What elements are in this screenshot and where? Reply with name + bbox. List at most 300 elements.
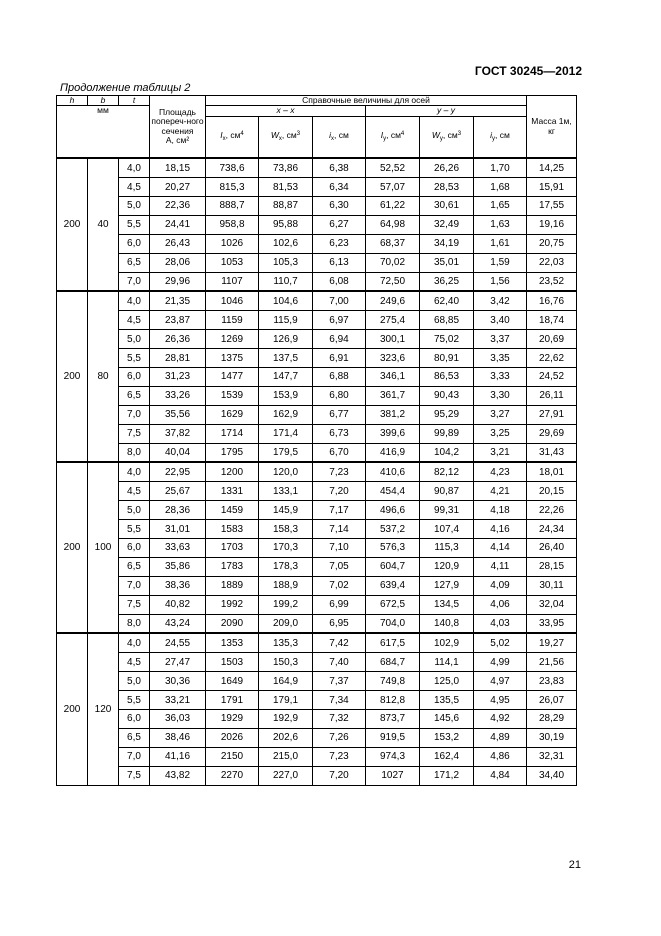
cell-wy: 62,40 xyxy=(420,291,474,310)
cell-radius-x: 7,32 xyxy=(313,710,366,729)
cell-radius-y: 3,21 xyxy=(474,443,527,462)
table-row xyxy=(57,158,577,177)
table-row xyxy=(57,272,577,291)
cell-radius-y: 4,95 xyxy=(474,691,527,710)
cell-radius-y: 3,35 xyxy=(474,349,527,368)
cell-wx: 192,9 xyxy=(259,710,313,729)
cell-wx: 199,2 xyxy=(259,595,313,614)
cell-radius-x: 7,00 xyxy=(313,291,366,310)
cell-iy: 64,98 xyxy=(366,215,420,234)
cell-t: 6,0 xyxy=(119,367,150,386)
cell-radius-y: 3,30 xyxy=(474,386,527,405)
table-row xyxy=(57,501,577,520)
cell-wy: 135,5 xyxy=(420,691,474,710)
col-mm: мм xyxy=(57,106,150,158)
cell-area: 23,87 xyxy=(150,311,206,330)
cell-wy: 140,8 xyxy=(420,614,474,633)
cell-mass: 28,29 xyxy=(527,710,577,729)
cell-ix: 1159 xyxy=(206,311,259,330)
col-wx: $W_x$, $см^3$ xyxy=(259,116,313,158)
cell-t: 5,0 xyxy=(119,196,150,215)
cell-area: 26,43 xyxy=(150,234,206,253)
cell-t: 4,0 xyxy=(119,462,150,481)
cell-ix: 1026 xyxy=(206,234,259,253)
cell-radius-y: 4,99 xyxy=(474,653,527,672)
axis-y-header: y – y xyxy=(366,106,527,116)
cell-mass: 24,34 xyxy=(527,520,577,539)
cell-radius-x: 7,26 xyxy=(313,728,366,747)
cell-radius-x: 6,88 xyxy=(313,367,366,386)
col-b: b xyxy=(88,96,119,106)
table-body xyxy=(57,158,577,785)
cell-ix: 1992 xyxy=(206,595,259,614)
cell-radius-y: 5,02 xyxy=(474,633,527,652)
cell-wy: 115,3 xyxy=(420,539,474,558)
cell-area: 35,86 xyxy=(150,557,206,576)
cell-radius-y: 4,92 xyxy=(474,710,527,729)
cell-wy: 125,0 xyxy=(420,672,474,691)
cell-mass: 21,56 xyxy=(527,653,577,672)
cell-wy: 145,6 xyxy=(420,710,474,729)
cell-wy: 82,12 xyxy=(420,462,474,481)
cell-wx: 215,0 xyxy=(259,747,313,766)
table-row xyxy=(57,576,577,595)
cell-area: 33,21 xyxy=(150,691,206,710)
cell-ix: 1053 xyxy=(206,253,259,272)
cell-mass: 22,26 xyxy=(527,501,577,520)
cell-ix: 2090 xyxy=(206,614,259,633)
col-iy: $I_y$, $см^4$ xyxy=(366,116,420,158)
cell-ix: 1269 xyxy=(206,330,259,349)
cell-wy: 68,85 xyxy=(420,311,474,330)
axis-x-header: x – x xyxy=(206,106,366,116)
cell-iy: 52,52 xyxy=(366,158,420,177)
cell-wy: 153,2 xyxy=(420,728,474,747)
cell-area: 28,06 xyxy=(150,253,206,272)
cell-wy: 75,02 xyxy=(420,330,474,349)
cell-mass: 18,74 xyxy=(527,311,577,330)
cell-wx: 115,9 xyxy=(259,311,313,330)
col-t: t xyxy=(119,96,150,106)
cell-t: 7,0 xyxy=(119,405,150,424)
cell-area: 22,95 xyxy=(150,462,206,481)
cell-ix: 1649 xyxy=(206,672,259,691)
cell-iy: 684,7 xyxy=(366,653,420,672)
cell-b: 100 xyxy=(88,462,119,633)
cell-area: 40,82 xyxy=(150,595,206,614)
cell-wx: 81,53 xyxy=(259,178,313,197)
cell-mass: 19,16 xyxy=(527,215,577,234)
cell-t: 5,5 xyxy=(119,349,150,368)
cell-ix: 815,3 xyxy=(206,178,259,197)
cell-mass: 32,31 xyxy=(527,747,577,766)
cell-radius-y: 1,59 xyxy=(474,253,527,272)
cell-ix: 738,6 xyxy=(206,158,259,177)
cell-area: 31,01 xyxy=(150,520,206,539)
cell-mass: 32,04 xyxy=(527,595,577,614)
table-row xyxy=(57,196,577,215)
cell-ix: 1795 xyxy=(206,443,259,462)
cell-t: 4,5 xyxy=(119,653,150,672)
cell-iy: 72,50 xyxy=(366,272,420,291)
cell-wx: 179,1 xyxy=(259,691,313,710)
cell-wx: 202,6 xyxy=(259,728,313,747)
cell-area: 24,41 xyxy=(150,215,206,234)
cell-radius-x: 6,95 xyxy=(313,614,366,633)
table-row xyxy=(57,633,577,652)
cell-wx: 88,87 xyxy=(259,196,313,215)
cell-wx: 137,5 xyxy=(259,349,313,368)
cell-b: 120 xyxy=(88,633,119,785)
cell-wy: 36,25 xyxy=(420,272,474,291)
cell-radius-x: 6,27 xyxy=(313,215,366,234)
cell-ix: 1703 xyxy=(206,539,259,558)
cell-t: 6,5 xyxy=(119,253,150,272)
cell-radius-y: 3,40 xyxy=(474,311,527,330)
cell-wy: 114,1 xyxy=(420,653,474,672)
cell-wx: 120,0 xyxy=(259,462,313,481)
cell-ix: 1791 xyxy=(206,691,259,710)
cell-radius-y: 1,70 xyxy=(474,158,527,177)
table-row xyxy=(57,253,577,272)
cell-t: 6,5 xyxy=(119,728,150,747)
cell-wx: 133,1 xyxy=(259,482,313,501)
cell-t: 7,5 xyxy=(119,595,150,614)
cell-h: 200 xyxy=(57,633,88,785)
cell-iy: 249,6 xyxy=(366,291,420,310)
cell-mass: 33,95 xyxy=(527,614,577,633)
cell-iy: 704,0 xyxy=(366,614,420,633)
cell-wy: 107,4 xyxy=(420,520,474,539)
cell-wx: 158,3 xyxy=(259,520,313,539)
cell-mass: 14,25 xyxy=(527,158,577,177)
cell-wx: 179,5 xyxy=(259,443,313,462)
table-caption: Продолжение таблицы 2 xyxy=(60,82,191,94)
cell-area: 36,03 xyxy=(150,710,206,729)
cell-wy: 171,2 xyxy=(420,766,474,785)
cell-radius-y: 4,21 xyxy=(474,482,527,501)
cell-iy: 919,5 xyxy=(366,728,420,747)
table-row xyxy=(57,653,577,672)
cell-ix: 958,8 xyxy=(206,215,259,234)
table-row xyxy=(57,443,577,462)
cell-wx: 95,88 xyxy=(259,215,313,234)
page-number: 21 xyxy=(568,859,581,871)
cell-wy: 32,49 xyxy=(420,215,474,234)
cell-radius-x: 6,77 xyxy=(313,405,366,424)
cell-area: 21,35 xyxy=(150,291,206,310)
cell-radius-x: 7,02 xyxy=(313,576,366,595)
table-row xyxy=(57,405,577,424)
table-row xyxy=(57,595,577,614)
cell-t: 4,0 xyxy=(119,633,150,652)
cell-t: 7,5 xyxy=(119,766,150,785)
table-row xyxy=(57,614,577,633)
cell-wy: 95,29 xyxy=(420,405,474,424)
cell-radius-x: 6,80 xyxy=(313,386,366,405)
cell-area: 26,36 xyxy=(150,330,206,349)
cell-radius-y: 4,84 xyxy=(474,766,527,785)
cell-mass: 19,27 xyxy=(527,633,577,652)
cell-mass: 22,03 xyxy=(527,253,577,272)
cell-ix: 1331 xyxy=(206,482,259,501)
cell-t: 5,5 xyxy=(119,215,150,234)
cell-radius-y: 4,11 xyxy=(474,557,527,576)
cell-radius-x: 6,23 xyxy=(313,234,366,253)
cell-iy: 361,7 xyxy=(366,386,420,405)
table-row xyxy=(57,672,577,691)
cell-area: 33,26 xyxy=(150,386,206,405)
cell-mass: 31,43 xyxy=(527,443,577,462)
col-ref-values: Справочные величины для осей xyxy=(206,96,527,106)
cell-mass: 16,76 xyxy=(527,291,577,310)
cell-radius-x: 7,20 xyxy=(313,482,366,501)
cell-radius-x: 7,20 xyxy=(313,766,366,785)
cell-radius-x: 7,34 xyxy=(313,691,366,710)
cell-t: 7,0 xyxy=(119,576,150,595)
cell-iy: 323,6 xyxy=(366,349,420,368)
cell-ix: 1477 xyxy=(206,367,259,386)
cell-area: 29,96 xyxy=(150,272,206,291)
cell-b: 80 xyxy=(88,291,119,462)
cell-radius-y: 4,18 xyxy=(474,501,527,520)
cell-t: 6,0 xyxy=(119,234,150,253)
table-row xyxy=(57,747,577,766)
cell-wy: 80,91 xyxy=(420,349,474,368)
cell-ix: 1046 xyxy=(206,291,259,310)
table-row xyxy=(57,367,577,386)
cell-mass: 26,40 xyxy=(527,539,577,558)
cell-wx: 145,9 xyxy=(259,501,313,520)
cell-area: 35,56 xyxy=(150,405,206,424)
cell-wy: 28,53 xyxy=(420,178,474,197)
cell-radius-y: 3,37 xyxy=(474,330,527,349)
cell-radius-x: 7,23 xyxy=(313,462,366,481)
cell-ix: 1889 xyxy=(206,576,259,595)
cell-radius-y: 4,97 xyxy=(474,672,527,691)
cell-area: 20,27 xyxy=(150,178,206,197)
cell-area: 25,67 xyxy=(150,482,206,501)
cell-t: 7,5 xyxy=(119,424,150,443)
cell-t: 6,5 xyxy=(119,557,150,576)
cell-area: 28,36 xyxy=(150,501,206,520)
cell-wy: 127,9 xyxy=(420,576,474,595)
cell-ix: 1353 xyxy=(206,633,259,652)
cell-wx: 135,3 xyxy=(259,633,313,652)
cell-area: 33,63 xyxy=(150,539,206,558)
cell-t: 5,0 xyxy=(119,330,150,349)
cell-wx: 209,0 xyxy=(259,614,313,633)
cell-ix: 1929 xyxy=(206,710,259,729)
cell-area: 38,36 xyxy=(150,576,206,595)
cell-wx: 126,9 xyxy=(259,330,313,349)
cell-iy: 617,5 xyxy=(366,633,420,652)
cell-ix: 2270 xyxy=(206,766,259,785)
table-row xyxy=(57,349,577,368)
cell-wy: 30,61 xyxy=(420,196,474,215)
table-row xyxy=(57,178,577,197)
cell-mass: 23,83 xyxy=(527,672,577,691)
cell-t: 7,0 xyxy=(119,747,150,766)
cell-radius-x: 7,23 xyxy=(313,747,366,766)
cell-area: 27,47 xyxy=(150,653,206,672)
table-row xyxy=(57,291,577,310)
col-area-label: Площадь попереч-ного сечения xyxy=(151,106,204,136)
cell-area: 22,36 xyxy=(150,196,206,215)
cell-iy: 812,8 xyxy=(366,691,420,710)
cell-ix: 1503 xyxy=(206,653,259,672)
cell-wx: 227,0 xyxy=(259,766,313,785)
cell-area: 37,82 xyxy=(150,424,206,443)
cell-radius-x: 7,42 xyxy=(313,633,366,652)
cell-iy: 346,1 xyxy=(366,367,420,386)
cell-wy: 102,9 xyxy=(420,633,474,652)
table-row xyxy=(57,520,577,539)
cell-radius-y: 3,25 xyxy=(474,424,527,443)
cell-t: 6,0 xyxy=(119,710,150,729)
table-row xyxy=(57,557,577,576)
cell-iy: 974,3 xyxy=(366,747,420,766)
cell-wx: 171,4 xyxy=(259,424,313,443)
cell-mass: 27,91 xyxy=(527,405,577,424)
cell-wy: 99,89 xyxy=(420,424,474,443)
cell-wx: 164,9 xyxy=(259,672,313,691)
cell-iy: 68,37 xyxy=(366,234,420,253)
cell-wy: 104,2 xyxy=(420,443,474,462)
cell-mass: 17,55 xyxy=(527,196,577,215)
cell-mass: 30,19 xyxy=(527,728,577,747)
cell-radius-y: 3,42 xyxy=(474,291,527,310)
col-area-unit: A, см² xyxy=(165,134,190,145)
cell-t: 4,5 xyxy=(119,311,150,330)
standard-code: ГОСТ 30245—2012 xyxy=(474,64,582,78)
table-row xyxy=(57,386,577,405)
cell-radius-y: 3,27 xyxy=(474,405,527,424)
cell-iy: 410,6 xyxy=(366,462,420,481)
cell-iy: 576,3 xyxy=(366,539,420,558)
cell-radius-y: 4,16 xyxy=(474,520,527,539)
cell-radius-x: 6,30 xyxy=(313,196,366,215)
col-radius-x: $i_x$, см xyxy=(313,116,366,158)
cell-t: 7,0 xyxy=(119,272,150,291)
cell-wx: 147,7 xyxy=(259,367,313,386)
cell-wy: 26,26 xyxy=(420,158,474,177)
cell-iy: 61,22 xyxy=(366,196,420,215)
cell-mass: 23,52 xyxy=(527,272,577,291)
cell-ix: 1200 xyxy=(206,462,259,481)
cell-ix: 2150 xyxy=(206,747,259,766)
cell-mass: 20,69 xyxy=(527,330,577,349)
cell-iy: 749,8 xyxy=(366,672,420,691)
cell-radius-x: 6,34 xyxy=(313,178,366,197)
cell-radius-y: 4,23 xyxy=(474,462,527,481)
cell-radius-y: 4,09 xyxy=(474,576,527,595)
cell-wy: 134,5 xyxy=(420,595,474,614)
cell-wx: 105,3 xyxy=(259,253,313,272)
cell-ix: 2026 xyxy=(206,728,259,747)
cell-radius-x: 7,40 xyxy=(313,653,366,672)
cell-radius-y: 1,65 xyxy=(474,196,527,215)
cell-wx: 188,9 xyxy=(259,576,313,595)
properties-table xyxy=(56,95,577,786)
cell-t: 6,0 xyxy=(119,539,150,558)
cell-mass: 28,15 xyxy=(527,557,577,576)
cell-ix: 1714 xyxy=(206,424,259,443)
cell-wy: 90,87 xyxy=(420,482,474,501)
cell-ix: 1375 xyxy=(206,349,259,368)
table-row xyxy=(57,215,577,234)
cell-radius-x: 6,08 xyxy=(313,272,366,291)
cell-area: 41,16 xyxy=(150,747,206,766)
cell-iy: 399,6 xyxy=(366,424,420,443)
cell-mass: 20,15 xyxy=(527,482,577,501)
col-area xyxy=(150,96,206,159)
table-row xyxy=(57,482,577,501)
cell-area: 38,46 xyxy=(150,728,206,747)
cell-ix: 1459 xyxy=(206,501,259,520)
cell-t: 6,5 xyxy=(119,386,150,405)
cell-radius-y: 4,86 xyxy=(474,747,527,766)
cell-t: 4,5 xyxy=(119,178,150,197)
cell-wy: 90,43 xyxy=(420,386,474,405)
cell-iy: 537,2 xyxy=(366,520,420,539)
cell-mass: 18,01 xyxy=(527,462,577,481)
cell-radius-y: 1,63 xyxy=(474,215,527,234)
cell-t: 8,0 xyxy=(119,443,150,462)
col-ix: $I_x$, $см^4$ xyxy=(206,116,259,158)
cell-iy: 416,9 xyxy=(366,443,420,462)
cell-wx: 102,6 xyxy=(259,234,313,253)
cell-area: 24,55 xyxy=(150,633,206,652)
table-row xyxy=(57,311,577,330)
cell-wx: 153,9 xyxy=(259,386,313,405)
cell-iy: 381,2 xyxy=(366,405,420,424)
cell-iy: 604,7 xyxy=(366,557,420,576)
cell-radius-y: 3,33 xyxy=(474,367,527,386)
cell-radius-x: 6,91 xyxy=(313,349,366,368)
cell-area: 43,24 xyxy=(150,614,206,633)
table-row xyxy=(57,728,577,747)
cell-mass: 22,62 xyxy=(527,349,577,368)
cell-iy: 873,7 xyxy=(366,710,420,729)
cell-iy: 1027 xyxy=(366,766,420,785)
cell-area: 40,04 xyxy=(150,443,206,462)
cell-radius-x: 7,14 xyxy=(313,520,366,539)
cell-mass: 20,75 xyxy=(527,234,577,253)
cell-mass: 26,07 xyxy=(527,691,577,710)
table-row xyxy=(57,691,577,710)
cell-radius-x: 6,38 xyxy=(313,158,366,177)
cell-wy: 34,19 xyxy=(420,234,474,253)
cell-radius-x: 7,10 xyxy=(313,539,366,558)
cell-area: 43,82 xyxy=(150,766,206,785)
cell-ix: 888,7 xyxy=(206,196,259,215)
cell-iy: 57,07 xyxy=(366,178,420,197)
cell-ix: 1629 xyxy=(206,405,259,424)
table-row xyxy=(57,424,577,443)
cell-radius-y: 4,03 xyxy=(474,614,527,633)
cell-radius-x: 6,13 xyxy=(313,253,366,272)
cell-radius-x: 6,73 xyxy=(313,424,366,443)
cell-radius-x: 6,99 xyxy=(313,595,366,614)
cell-radius-x: 6,94 xyxy=(313,330,366,349)
cell-radius-y: 4,89 xyxy=(474,728,527,747)
cell-iy: 70,02 xyxy=(366,253,420,272)
cell-t: 5,5 xyxy=(119,691,150,710)
cell-t: 5,0 xyxy=(119,672,150,691)
cell-iy: 300,1 xyxy=(366,330,420,349)
cell-t: 8,0 xyxy=(119,614,150,633)
